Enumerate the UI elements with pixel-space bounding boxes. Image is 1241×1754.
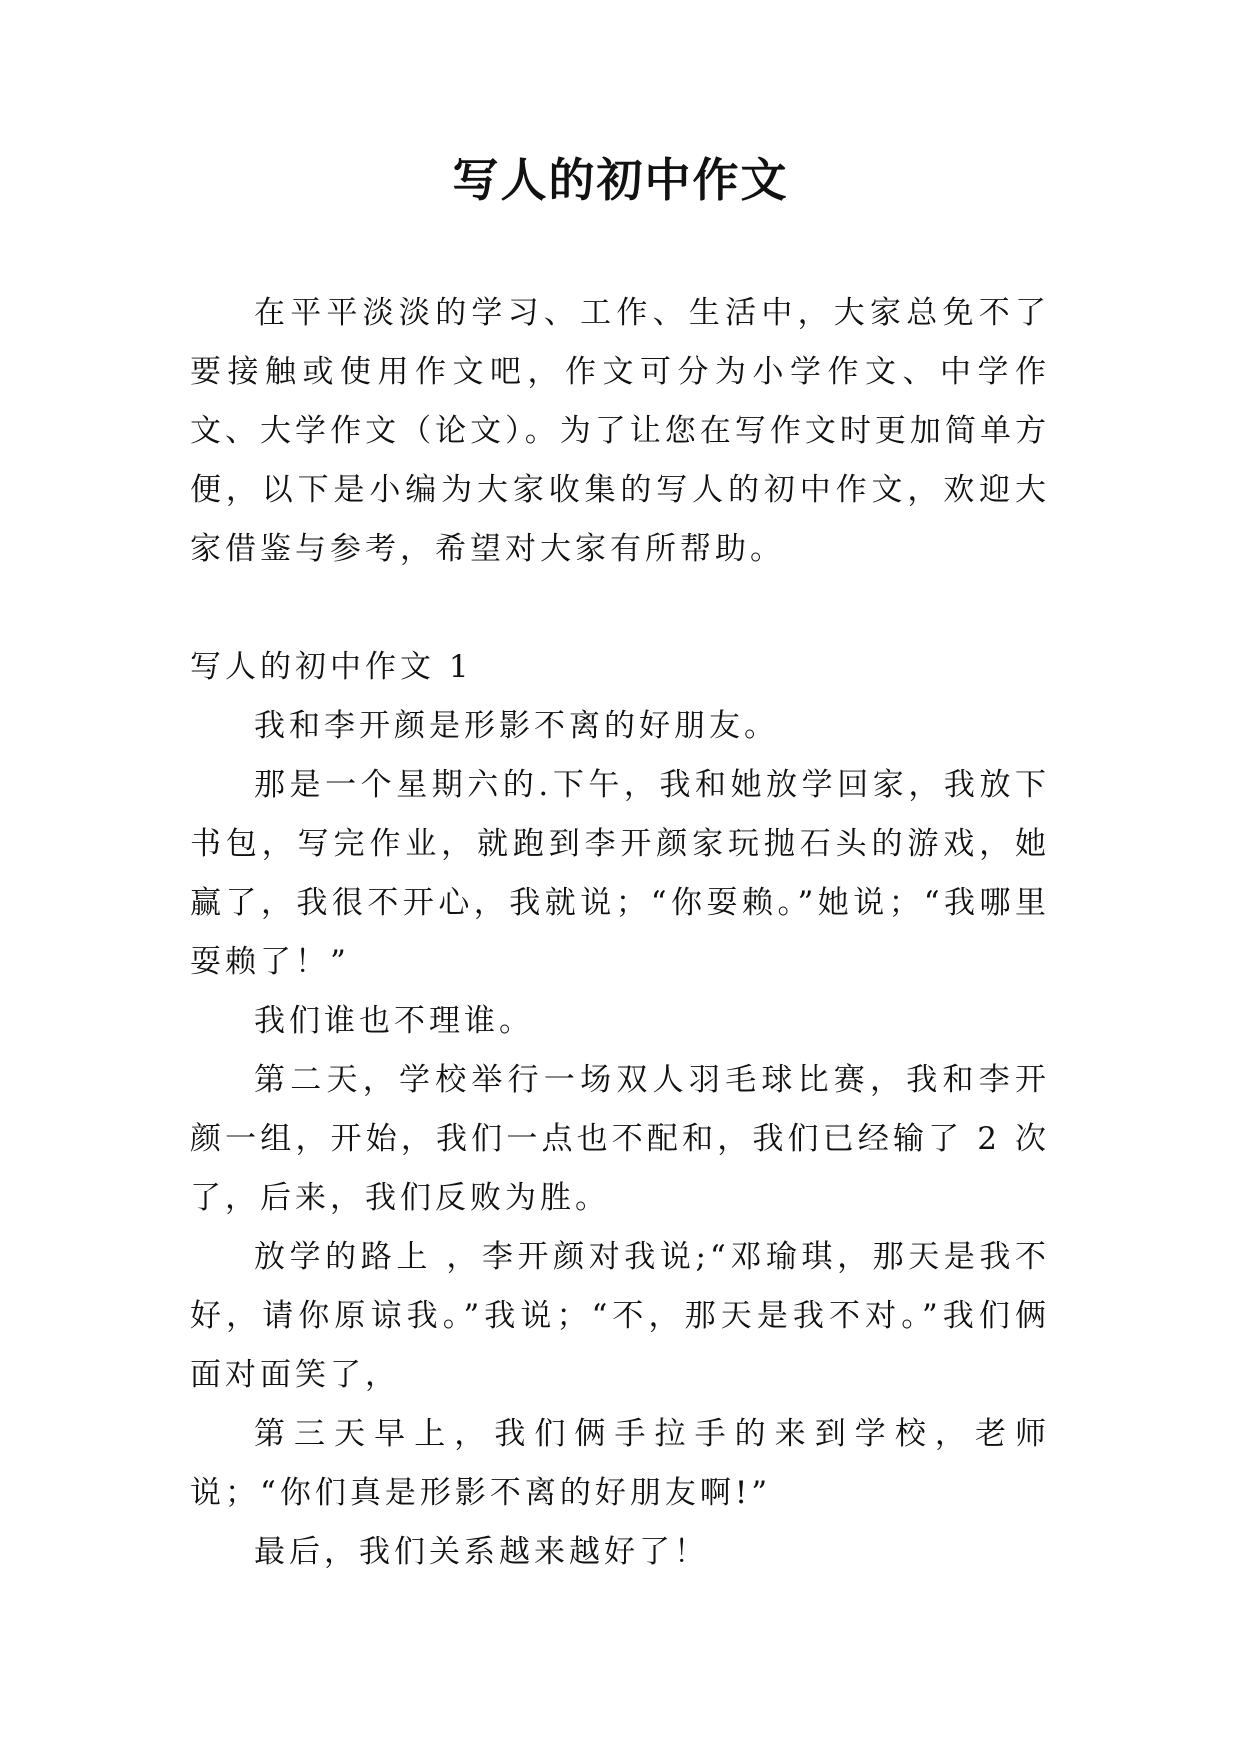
body-paragraph: 最后，我们关系越来越好了！ — [254, 1534, 709, 1570]
body-paragraph: 第三天早上，我们俩手拉手的来到学校，老师说；“你们真是形影不离的好朋友啊!” — [190, 1416, 1050, 1511]
body-paragraph: 放学的路上 ，李开颜对我说;“邓瑜琪，那天是我不好，请你原谅我。”我说；“不，那天是我不对。”我们俩面对面笑了， — [190, 1239, 1050, 1393]
intro-paragraph: 在平平淡淡的学习、工作、生活中，大家总免不了要接触或使用作文吧，作文可分为小学作文、中学作文、大学作文（论文）。为了让您在写作文时更加简单方便，以下是小编为大家收集的写人的初中作文，欢迎大家借鉴与参考，希望对大家有所帮助。 — [190, 295, 1050, 567]
section-heading: 写人的初中作文 1 — [190, 649, 473, 685]
body-paragraph: 那是一个星期六的.下午，我和她放学回家，我放下书包，写完作业，就跑到李开颜家玩抛石头的游戏，她赢了，我很不开心，我就说；“你耍赖。”她说；“我哪里耍赖了！” — [190, 767, 1050, 980]
body-paragraph: 我和李开颜是形影不离的好朋友。 — [254, 708, 779, 744]
document-body — [190, 284, 1050, 1582]
body-paragraph: 我们谁也不理谁。 — [254, 1003, 534, 1039]
body-paragraph: 第二天，学校举行一场双人羽毛球比赛，我和李开颜一组，开始，我们一点也不配和，我们已经输了 2 次了，后来，我们反败为胜。 — [190, 1062, 1050, 1216]
document-title: 写人的初中作文 — [452, 153, 789, 207]
